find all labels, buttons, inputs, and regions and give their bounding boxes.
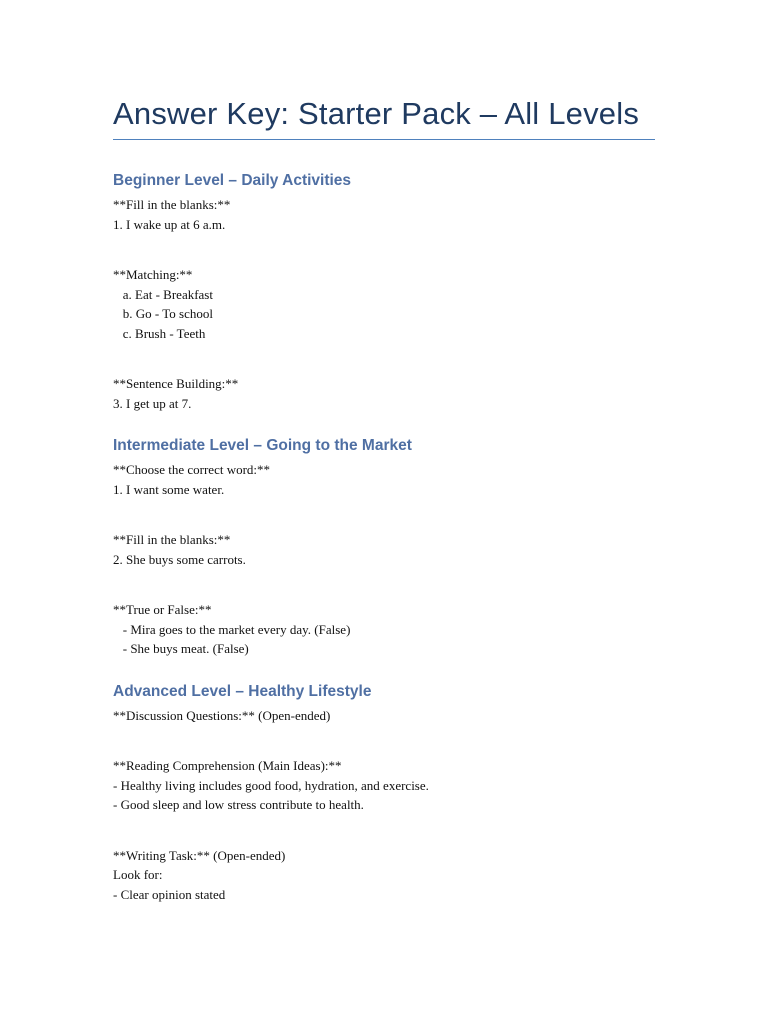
- answer-line: b. Go - To school: [113, 306, 213, 321]
- answer-line: **Choose the correct word:**: [113, 462, 271, 477]
- answer-block-matching: [113, 265, 655, 343]
- answer-block-fill-blanks: [113, 195, 655, 234]
- answer-line: - Good sleep and low stress contribute to health.: [113, 797, 364, 812]
- answer-block-fill-blanks: [113, 530, 655, 569]
- document-page: [113, 94, 655, 904]
- answer-line: **Fill in the blanks:**: [113, 532, 231, 547]
- answer-block-reading: [113, 756, 655, 815]
- answer-line: 1. I wake up at 6 a.m.: [113, 216, 226, 232]
- answer-block-true-false: [113, 600, 655, 659]
- answer-line: - Mira goes to the market every day. (False): [113, 621, 351, 637]
- answer-line: - She buys meat. (False): [113, 641, 249, 656]
- section-heading: Beginner Level – Daily Activities: [113, 172, 352, 189]
- answer-line: Look for:: [113, 867, 163, 882]
- answer-line: **Matching:**: [113, 267, 193, 282]
- answer-line: - Healthy living includes good food, hydration, and exercise.: [113, 777, 429, 793]
- section-intermediate: [113, 436, 655, 659]
- answer-line: **Sentence Building:**: [113, 376, 239, 391]
- answer-line: **Writing Task:** (Open-ended): [113, 847, 286, 863]
- answer-line: **Fill in the blanks:**: [113, 197, 231, 212]
- answer-line: c. Brush - Teeth: [113, 325, 206, 341]
- section-advanced: [113, 682, 655, 905]
- answer-block-discussion: [113, 706, 655, 726]
- answer-line: **Reading Comprehension (Main Ideas):**: [113, 758, 342, 773]
- answer-line: a. Eat - Breakfast: [113, 286, 213, 302]
- section-beginner: [113, 171, 655, 413]
- document-title: Answer Key: Starter Pack – All Levels: [113, 96, 640, 131]
- section-heading: Intermediate Level – Going to the Market: [113, 437, 412, 454]
- answer-line: 3. I get up at 7.: [113, 395, 192, 411]
- answer-line: 1. I want some water.: [113, 481, 225, 497]
- answer-line: - Clear opinion stated: [113, 886, 226, 902]
- answer-line: 2. She buys some carrots.: [113, 551, 246, 567]
- answer-block-writing: [113, 846, 655, 905]
- answer-block-sentence-building: [113, 374, 655, 413]
- answer-line: **True or False:**: [113, 602, 212, 617]
- answer-block-choose-word: [113, 460, 655, 499]
- answer-line: **Discussion Questions:** (Open-ended): [113, 707, 331, 723]
- section-heading: Advanced Level – Healthy Lifestyle: [113, 682, 372, 700]
